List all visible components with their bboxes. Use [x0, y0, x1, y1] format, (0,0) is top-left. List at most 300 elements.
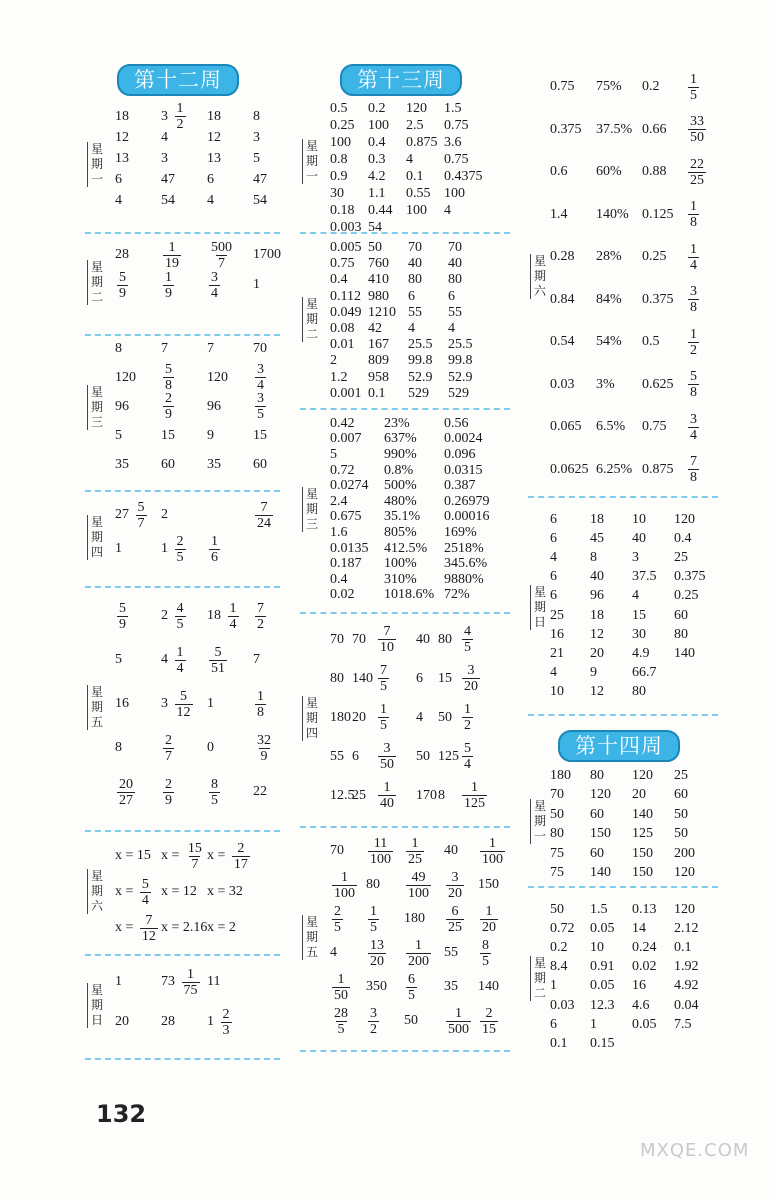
answer-row: [115, 532, 301, 566]
fraction: $\frac{1}{50}$: [334, 971, 348, 1003]
answer-cell: 120: [632, 767, 653, 783]
answer-cell: 40: [444, 843, 458, 858]
answer-cell: [460, 780, 500, 811]
week-badge: 第十三周: [340, 64, 462, 96]
answer-cell: 9: [207, 427, 214, 443]
answer-cell: 22: [253, 784, 267, 799]
answer-cell: 100%: [384, 556, 417, 572]
fraction: $\frac{4}{5}$: [176, 600, 184, 632]
answer-cell: 0.375: [642, 291, 674, 307]
answer-cell: 150: [478, 877, 499, 892]
answer-cell: 980: [368, 288, 389, 304]
fraction: $\frac{8}{5}$: [211, 776, 218, 808]
fraction: $\frac{1}{5}$: [380, 702, 387, 733]
answer-cell: 637%: [384, 431, 417, 447]
answer-cell: x = $\frac{5}{4}$: [115, 876, 149, 908]
answer-cell: 0.26979: [444, 493, 490, 509]
fraction: $\frac{13}{20}$: [370, 937, 384, 969]
answer-row: [550, 786, 722, 806]
answer-row: [330, 463, 514, 479]
answer-cell: 12.5: [330, 787, 355, 803]
answer-cell: 4: [330, 945, 337, 960]
answer-cell: 42: [368, 321, 382, 337]
answer-cell: 0.3: [368, 151, 386, 167]
answer-cell: 55: [330, 748, 344, 764]
answer-cell: 25.5: [448, 337, 473, 353]
answer-row: [115, 682, 301, 726]
fraction: $\frac{3}{5}$: [257, 391, 264, 422]
answer-cell: [161, 270, 207, 301]
day-section: [85, 236, 280, 336]
week-badge: 第十四周: [558, 730, 680, 762]
answer-cell: 2.4: [330, 493, 348, 509]
answer-cell: 73 $\frac{1}{75}$: [161, 966, 198, 998]
answer-cell: 7: [161, 340, 168, 356]
answer-cell: 0.15: [590, 1035, 615, 1051]
day-label: 星 期 一: [87, 142, 105, 187]
fraction: $\frac{2}{5}$: [334, 903, 341, 935]
answer-cell: 60: [590, 845, 604, 861]
answer-cell: 80: [674, 626, 688, 642]
answer-cell: 0.001: [330, 385, 362, 401]
fraction: $\frac{5}{9}$: [119, 269, 126, 301]
answer-row: [115, 838, 253, 874]
answer-row: [330, 868, 518, 902]
fraction: $\frac{1}{5}$: [690, 71, 697, 103]
answer-cell: [253, 689, 301, 720]
answer-cell: 27 $\frac{5}{7}$: [115, 499, 145, 531]
answer-cell: 54%: [596, 334, 622, 350]
answer-cell: 70: [253, 340, 267, 356]
answer-cell: 0.112: [330, 288, 361, 304]
answer-cell: [366, 836, 404, 867]
answer-cell: 0.4: [330, 571, 348, 587]
answer-cell: [207, 534, 253, 565]
answer-cell: 35: [115, 456, 129, 472]
answer-cell: 3: [253, 129, 260, 145]
answer-row: [550, 449, 726, 492]
answer-cell: 70: [330, 843, 344, 858]
answer-cell: 4: [448, 321, 455, 337]
answer-cell: 0.66: [642, 121, 667, 137]
answer-cell: 3%: [596, 376, 615, 392]
answer-cell: 6: [550, 569, 557, 585]
answer-row: [330, 305, 498, 321]
answer-cell: 37.5%: [596, 121, 633, 137]
answer-cell: [330, 1006, 366, 1037]
answer-cell: 20: [115, 1014, 129, 1029]
answer-cell: 0.875: [406, 134, 438, 150]
answer-cell: 80: [408, 272, 422, 288]
day-label: 星 期 二: [302, 297, 320, 342]
answer-cell: 6: [408, 288, 415, 304]
answer-cell: 0.005: [330, 240, 362, 256]
answer-cell: 45: [590, 530, 604, 546]
answer-cell: 0.13: [632, 901, 657, 917]
day-label: 星 期 日: [530, 585, 548, 630]
answer-cell: 990%: [384, 446, 417, 462]
answer-cell: 13: [207, 150, 221, 166]
day-label: 星 期 三: [87, 385, 105, 430]
answer-cell: 80: [330, 670, 344, 686]
answer-cell: 1210: [368, 304, 396, 320]
answer-cell: 0.049: [330, 304, 362, 320]
answer-cell: 30: [632, 626, 646, 642]
answer-cell: 4 $\frac{1}{4}$: [161, 644, 184, 676]
answer-row: [550, 510, 722, 529]
answer-cell: 100: [330, 134, 351, 150]
answer-cell: 140: [590, 865, 611, 881]
answer-cell: [686, 327, 726, 358]
answer-cell: 0.375: [674, 569, 706, 585]
fraction: $\frac{1}{200}$: [408, 937, 429, 969]
answer-row: [330, 386, 498, 402]
answer-row: [115, 169, 301, 190]
answer-cell: 6.5%: [596, 419, 626, 435]
answer-cell: 52.9: [448, 369, 473, 385]
answer-cell: 6: [416, 670, 423, 686]
answer-row: [330, 556, 514, 572]
answer-cell: 0.875: [642, 461, 674, 477]
answer-cell: 5: [115, 427, 122, 443]
answer-row: [330, 525, 514, 541]
answer-cell: 35: [444, 979, 458, 994]
answer-cell: 70: [550, 787, 564, 803]
answer-cell: 100: [444, 185, 465, 201]
answer-cell: 0.9: [330, 168, 348, 184]
answer-cell: 0.4: [368, 134, 386, 150]
answer-cell: x = 12: [161, 884, 197, 899]
answer-cell: 0.625: [642, 376, 674, 392]
answer-row: [550, 279, 726, 322]
answer-row: [330, 834, 518, 868]
answer-cell: 12.3: [590, 997, 615, 1013]
answer-cell: 28%: [596, 249, 622, 265]
answer-cell: x = 2: [207, 920, 236, 935]
answer-cell: 25: [550, 607, 564, 623]
answer-row: [330, 168, 496, 185]
answer-cell: 12: [590, 626, 604, 642]
answer-cell: 2.5: [406, 117, 424, 133]
answer-cell: 1.1: [368, 185, 386, 201]
answer-cell: 20: [590, 645, 604, 661]
answer-cell: 84%: [596, 291, 622, 307]
answer-row: [550, 996, 722, 1015]
answer-cell: 10: [550, 684, 564, 700]
answer-row: [115, 101, 301, 132]
answer-cell: 500%: [384, 478, 417, 494]
answer-cell: 0.24: [632, 939, 657, 955]
answer-cell: 5: [115, 652, 122, 667]
answer-row: [115, 874, 253, 910]
answer-row: [330, 185, 496, 202]
answer-cell: [161, 733, 207, 764]
answer-row: [550, 364, 726, 407]
answer-cell: 14: [632, 920, 646, 936]
answer-cell: 1: [253, 277, 260, 292]
fraction: $\frac{20}{27}$: [119, 776, 133, 808]
answer-cell: 0.04: [674, 997, 699, 1013]
answer-row: [550, 606, 722, 625]
answer-cell: x = 2.16: [161, 920, 208, 935]
fraction: $\frac{3}{20}$: [448, 869, 462, 901]
answer-cell: 120: [406, 100, 427, 116]
day-section: [85, 102, 280, 234]
answer-cell: 75%: [596, 79, 622, 95]
week-badge: 第十二周: [117, 64, 239, 96]
answer-cell: 7: [207, 340, 214, 356]
answer-cell: 40: [448, 256, 462, 272]
answer-row: [115, 392, 301, 421]
answer-cell: 4.6: [632, 997, 650, 1013]
answer-cell: 15: [632, 607, 646, 623]
answer-cell: 80: [550, 826, 564, 842]
answer-cell: 345.6%: [444, 556, 488, 572]
answer-cell: [330, 870, 366, 901]
answer-cell: 70: [448, 240, 462, 256]
answer-cell: 1700: [253, 247, 281, 262]
answer-cell: 0.125: [642, 206, 674, 222]
answer-cell: 120: [674, 511, 695, 527]
answer-row: [330, 737, 500, 776]
answer-cell: [478, 1006, 518, 1037]
answer-cell: 6: [550, 1016, 557, 1032]
answer-cell: 0.2: [550, 939, 568, 955]
fraction: $\frac{1}{9}$: [165, 269, 172, 301]
answer-cell: 0.55: [406, 185, 431, 201]
answer-row: [330, 776, 500, 815]
answer-cell: 40: [416, 631, 430, 647]
fraction: $\frac{6}{25}$: [448, 903, 462, 935]
fraction: $\frac{500}{7}$: [211, 239, 232, 271]
answer-cell: 3 $\frac{1}{2}$: [161, 101, 184, 132]
answer-cell: [115, 777, 161, 808]
answer-cell: 11: [207, 974, 221, 989]
answer-cell: 0.375: [550, 121, 582, 137]
answer-cell: 40: [590, 569, 604, 585]
answer-cell: 140: [352, 670, 373, 686]
answer-cell: 16: [115, 696, 129, 711]
answer-cell: 0.08: [330, 321, 355, 337]
day-section: [300, 96, 510, 234]
answer-cell: [444, 870, 478, 901]
answer-cell: 1018.6%: [384, 587, 435, 603]
answer-row: [550, 844, 722, 864]
answer-row: [550, 919, 722, 938]
answer-cell: 18: [207, 108, 221, 124]
fraction: $\frac{2}{17}$: [233, 840, 248, 872]
answer-cell: 6: [550, 511, 557, 527]
day-label: 星 期 二: [87, 260, 105, 305]
answer-cell: 0.8: [330, 151, 348, 167]
fraction: $\frac{33}{50}$: [690, 114, 704, 146]
answer-cell: 0.25: [330, 117, 355, 133]
answer-cell: 1.4: [550, 206, 568, 222]
answer-cell: 8.4: [550, 959, 568, 975]
fraction: $\frac{28}{5}$: [334, 1005, 348, 1037]
answer-row: [550, 529, 722, 548]
answer-row: [330, 620, 500, 659]
watermark: MXQE.COM: [640, 1140, 750, 1161]
answer-cell: 60: [253, 456, 267, 472]
answer-cell: 0.25: [674, 588, 699, 604]
answer-cell: 28: [115, 247, 129, 262]
answer-cell: 169%: [444, 524, 477, 540]
answer-cell: 760: [368, 256, 389, 272]
answer-row: [550, 644, 722, 663]
answer-cell: 70: [352, 631, 366, 647]
answer-cell: 100: [368, 117, 389, 133]
answer-cell: [207, 645, 253, 676]
answer-cell: 4.2: [368, 168, 386, 184]
answer-cell: [253, 391, 301, 422]
answer-row: [550, 548, 722, 567]
answer-row: [550, 1034, 722, 1053]
answer-cell: 120: [674, 865, 695, 881]
fraction: $\frac{3}{4}$: [211, 269, 218, 301]
answer-cell: [253, 500, 301, 531]
answer-row: [550, 900, 722, 919]
answer-cell: 70: [330, 631, 344, 647]
answer-cell: 1: [207, 696, 214, 711]
answer-cell: 0: [207, 740, 214, 755]
answer-cell: 40: [408, 256, 422, 272]
answer-row: [330, 698, 500, 737]
answer-row: [115, 421, 301, 450]
day-section: [300, 830, 510, 1052]
answer-row: [330, 510, 514, 526]
answer-cell: 1.6: [330, 524, 348, 540]
answer-row: [330, 478, 514, 494]
answer-cell: 16: [632, 978, 646, 994]
answer-cell: 809: [368, 353, 389, 369]
fraction: $\frac{3}{8}$: [690, 284, 697, 316]
answer-cell: [161, 391, 207, 422]
answer-row: [330, 416, 514, 432]
fraction: $\frac{5}{4}$: [464, 741, 471, 772]
day-section: [85, 958, 280, 1060]
answer-cell: 18 $\frac{1}{4}$: [207, 600, 237, 632]
answer-cell: 0.187: [330, 556, 362, 572]
answer-cell: 7: [253, 652, 260, 667]
answer-cell: 47: [161, 171, 175, 187]
answer-cell: 0.02: [632, 959, 657, 975]
fraction: $\frac{7}{24}$: [257, 499, 271, 531]
answer-cell: 805%: [384, 524, 417, 540]
day-label: 星 期 三: [302, 487, 320, 532]
fraction: $\frac{1}{20}$: [482, 903, 496, 935]
answer-row: [330, 432, 514, 448]
answer-cell: 4: [115, 192, 122, 208]
answer-cell: 0.0315: [444, 462, 483, 478]
answer-row: [550, 625, 722, 644]
answer-cell: 96: [590, 588, 604, 604]
answer-cell: 18: [590, 607, 604, 623]
answer-cell: 0.2: [642, 79, 660, 95]
answer-cell: 140: [632, 806, 653, 822]
answer-cell: 2 $\frac{4}{5}$: [161, 600, 184, 632]
fraction: $\frac{1}{2}$: [690, 326, 697, 358]
answer-cell: 80: [438, 631, 452, 647]
answer-cell: [460, 741, 500, 772]
answer-cell: 10: [590, 939, 604, 955]
day-section: [300, 236, 510, 410]
answer-cell: 6: [550, 530, 557, 546]
answer-row: [115, 190, 301, 211]
answer-cell: 0.91: [590, 959, 615, 975]
answer-cell: 50: [368, 240, 382, 256]
answer-cell: [686, 72, 726, 103]
answer-cell: 529: [448, 385, 469, 401]
answer-cell: 47: [253, 171, 267, 187]
answer-cell: 60: [674, 787, 688, 803]
answer-cell: 1: [115, 974, 122, 989]
answer-cell: [207, 270, 253, 301]
fraction: $\frac{2}{9}$: [165, 391, 172, 422]
answer-row: [330, 219, 496, 236]
answer-cell: 70: [408, 240, 422, 256]
answer-cell: 10: [632, 511, 646, 527]
answer-cell: 1.5: [444, 100, 462, 116]
answer-cell: 4: [207, 192, 214, 208]
answer-cell: [330, 904, 366, 935]
answer-row: [550, 321, 726, 364]
answer-cell: 125: [438, 748, 459, 764]
answer-cell: 0.096: [444, 446, 476, 462]
answer-cell: 1.2: [330, 369, 348, 385]
answer-cell: 0.54: [550, 334, 575, 350]
answer-cell: 15: [438, 670, 452, 686]
answer-cell: 50: [674, 826, 688, 842]
fraction: $\frac{1}{125}$: [464, 780, 485, 811]
answer-cell: [478, 904, 518, 935]
answer-row: [330, 572, 514, 588]
answer-row: [550, 151, 726, 194]
answer-cell: 0.0274: [330, 478, 369, 494]
answer-cell: [686, 454, 726, 485]
answer-cell: 0.75: [330, 256, 355, 272]
fraction: $\frac{5}{9}$: [119, 600, 126, 632]
answer-cell: [115, 601, 161, 632]
answer-cell: 13: [115, 150, 129, 166]
answer-cell: 3: [632, 549, 639, 565]
answer-cell: [253, 733, 301, 764]
answer-cell: 0.065: [550, 419, 582, 435]
answer-row: [550, 66, 726, 109]
answer-cell: 2: [161, 507, 168, 522]
answer-row: [330, 337, 498, 353]
answer-cell: [686, 114, 726, 145]
answer-cell: 99.8: [448, 353, 473, 369]
answer-cell: 412.5%: [384, 540, 428, 556]
answer-cell: 72%: [444, 587, 470, 603]
fraction: $\frac{2}{7}$: [165, 732, 172, 764]
day-label: 星 期 一: [530, 799, 548, 844]
answer-cell: 0.00016: [444, 509, 490, 525]
answer-row: [115, 270, 301, 300]
fraction: $\frac{32}{9}$: [257, 732, 271, 764]
answer-cell: [366, 1006, 404, 1037]
answer-cell: 6: [115, 171, 122, 187]
answer-row: [550, 236, 726, 279]
answer-cell: [686, 199, 726, 230]
answer-cell: 120: [115, 369, 136, 385]
fraction: $\frac{7}{8}$: [690, 454, 697, 486]
answer-cell: 4.9: [632, 645, 650, 661]
day-label: 星 期 四: [302, 696, 320, 741]
answer-cell: [686, 157, 726, 188]
answer-row: [550, 664, 722, 683]
